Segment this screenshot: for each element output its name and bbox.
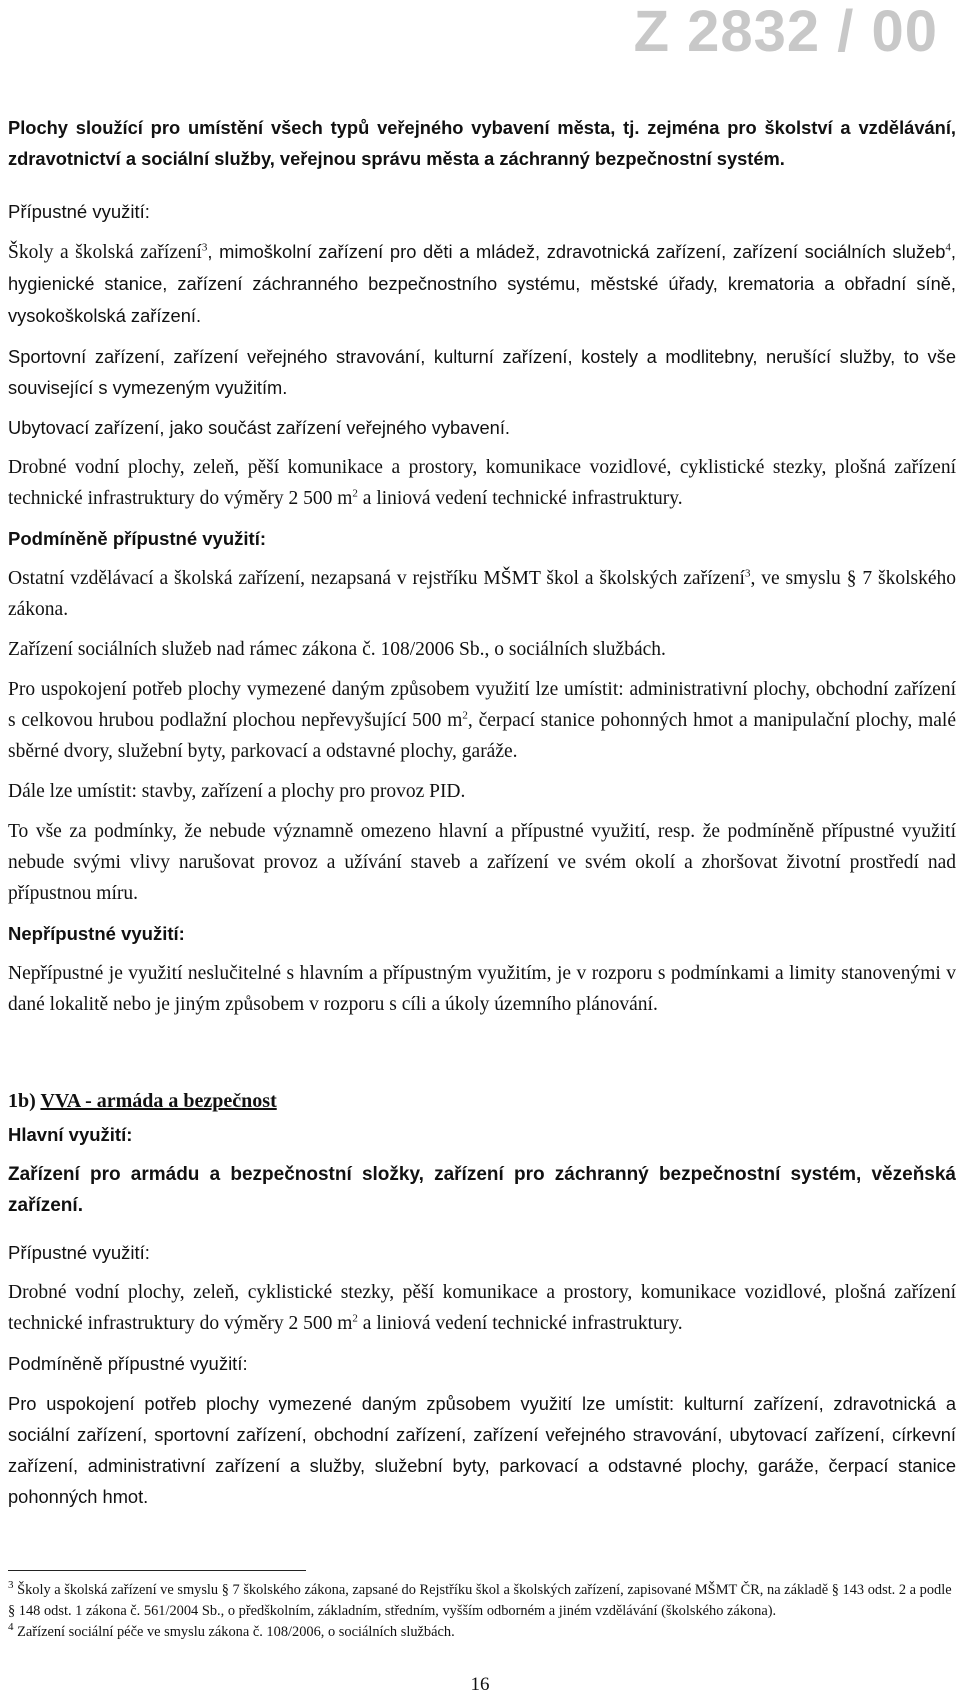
conditional-paragraph-3: Pro uspokojení potřeb plochy vymezené daným způsobem využití lze umístit: administrativní plochy, obchodní zařízení s celkovou hrubou podlažní plochou nepřevyšující 500 $m^2$, čerpací stanice pohonných hmot a manipulační plochy, malé sběrné dvory, služební byty, parkovací a odstavné plochy, garáže. xyxy=(8,679,956,762)
permitted-paragraph-2: Sportovní zařízení, zařízení veřejného stravování, kulturní zařízení, kostely a modlitebny, nerušící služby, to vše související s vymezeným využitím. xyxy=(8,346,956,398)
conditional-paragraph-1: Ostatní vzdělávací a školská zařízení, nezapsaná v rejstříku MŠMT škol a školských zařízení$^3$, ve smyslu § 7 školského zákona. xyxy=(8,567,956,620)
conditional-paragraph-4: Dále lze umístit: stavby, zařízení a plochy pro provoz PID. xyxy=(8,781,466,802)
footnote-3: $^3$ Školy a školská zařízení ve smyslu § 7 školského zákona, zapsané do Rejstříku škol a školských zařízení, zapisované MŠMT ČR, na základě § 143 odst. 2 a podle § 148 odst. 1 zákona č. 561/2004 Sb., o předškolním, základním, středním, vyšším odborném a jiném vzdělávání (školského zákona). xyxy=(8,1579,952,1619)
permitted-heading: Přípustné využití: xyxy=(8,201,150,222)
page-number: 16 xyxy=(470,1674,490,1695)
permitted-paragraph-3: Ubytovací zařízení, jako součást zařízení veřejného vybavení. xyxy=(8,417,510,438)
not-permitted-heading: Nepřípustné využití: xyxy=(8,923,185,944)
conditional-paragraph-5: To vše za podmínky, že nebude významně omezeno hlavní a přípustné využití, resp. že podmíněně přípustné využití nebude svými vlivy narušovat provoz a užívání staveb a zařízení ve svém okolí a zhoršovat životní prostředí nad přípustnou míru. xyxy=(8,821,956,904)
footnotes xyxy=(8,1580,953,1643)
permitted-paragraph-1: Školy a školská zařízení$^3$, mimoškolní zařízení pro děti a mládež, zdravotnická zařízení, zařízení sociálních služeb$^4$, hygienické stanice, zařízení záchranného bezpečnostního systému, městské úřady, krematoria a obřadní síně, vysokoškolská zařízení. xyxy=(8,241,956,326)
main-use-heading: Hlavní využití: xyxy=(8,1124,133,1145)
main-use-paragraph: Zařízení pro armádu a bezpečnostní složky, zařízení pro záchranný bezpečnostní systém, vězeňská zařízení. xyxy=(8,1164,956,1216)
footnote-4: $^4$ Zařízení sociální péče ve smyslu zákona č. 108/2006, o sociálních službách. xyxy=(8,1621,455,1640)
intro-paragraph: Plochy sloužící pro umístění všech typů veřejného vybavení města, tj. zejména pro školství a vzdělávání, zdravotnictví a sociální služby, veřejnou správu města a záchranný bezpečnostní systém. xyxy=(8,117,956,169)
conditional-paragraph-1b: Pro uspokojení potřeb plochy vymezené daným způsobem využití lze umístit: kulturní zařízení, zdravotnická a sociální zařízení, sportovní zařízení, obchodní zařízení, zařízení veřejného stravování, ubytovací zařízení, církevní zařízení, administrativní zařízení a služby, služební byty, parkovací a odstavné plochy, garáže, čerpací stanice pohonných hmot. xyxy=(8,1393,956,1507)
footnote-separator xyxy=(8,1570,306,1571)
conditional-heading-1b: Podmíněně přípustné využití: xyxy=(8,1353,248,1374)
document-body xyxy=(8,112,956,1512)
permitted-paragraph-4: Drobné vodní plochy, zeleň, pěší komunikace a prostory, komunikace vozidlové, cyklistické stezky, plošná zařízení technické infrastruktury do výměry 2 500 $m^2$ a liniová vedení technické infrastruktury. xyxy=(8,457,956,509)
document-number: Z 2832 / 00 xyxy=(633,0,938,64)
conditional-paragraph-2: Zařízení sociálních služeb nad rámec zákona č. 108/2006 Sb., o sociálních službách. xyxy=(8,639,666,660)
conditional-heading: Podmíněně přípustné využití: xyxy=(8,528,266,549)
permitted-heading-1b: Přípustné využití: xyxy=(8,1242,150,1263)
not-permitted-paragraph: Nepřípustné je využití neslučitelné s hlavním a přípustným využitím, je v rozporu s podmínkami a limity stanovenými v dané lokalitě nebo je jiným způsobem v rozporu s cíli a úkoly územního plánování. xyxy=(8,963,956,1015)
section-title-1b: 1b) VVA - armáda a bezpečnost xyxy=(8,1090,277,1112)
permitted-paragraph-1b: Drobné vodní plochy, zeleň, cyklistické stezky, pěší komunikace a prostory, komunikace vozidlové, plošná zařízení technické infrastruktury do výměry 2 500 $m^2$ a liniová vedení technické infrastruktury. xyxy=(8,1282,956,1334)
